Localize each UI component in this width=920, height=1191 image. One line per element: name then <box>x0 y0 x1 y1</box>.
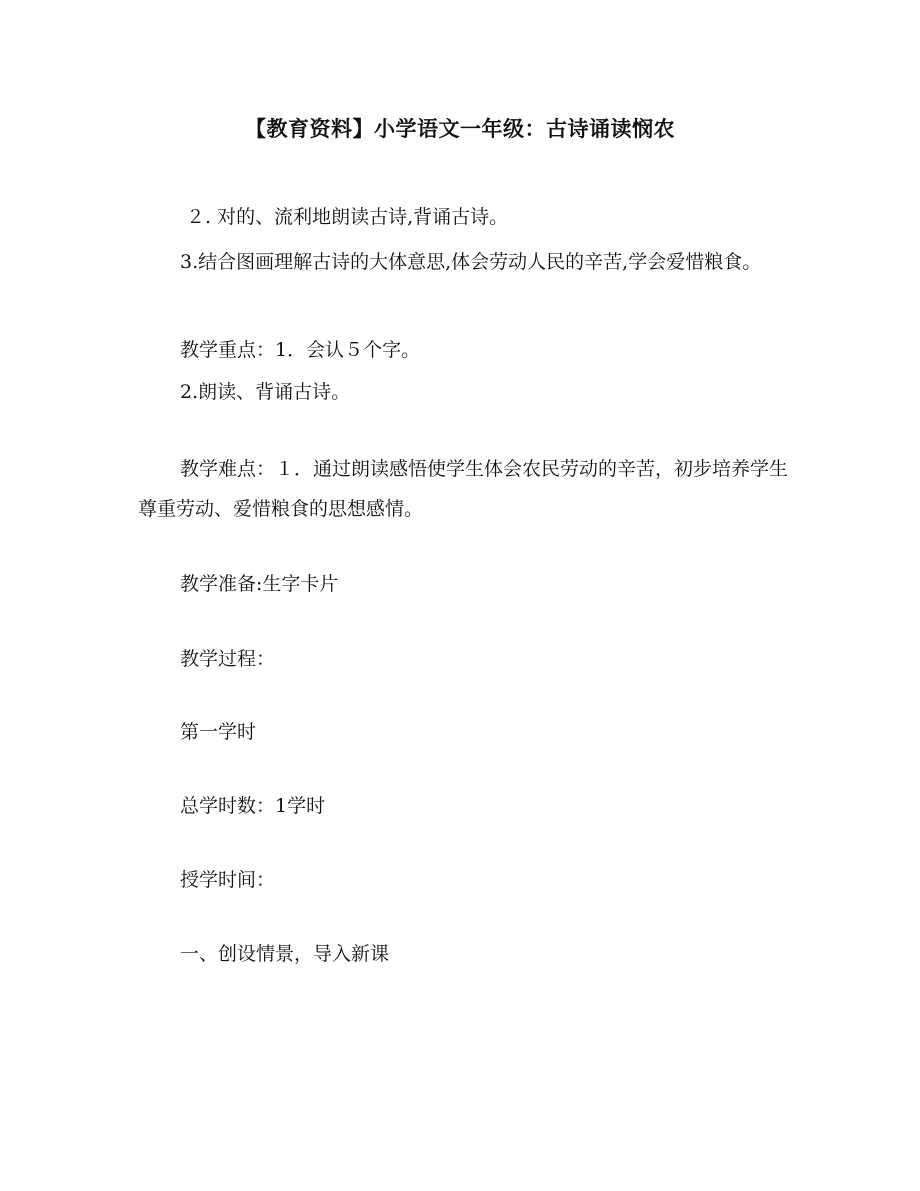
objective-2: ２. 对的、流利地朗读古诗,背诵古诗。 <box>186 206 509 228</box>
key-point-2: 2.朗读、背诵古诗。 <box>180 381 351 403</box>
first-lesson: 第一学时 <box>180 721 257 743</box>
lesson-time: 授学时间： <box>180 869 276 891</box>
section-one-heading: 一、创设情景，导入新课 <box>180 943 390 965</box>
objective-3: 3.结合图画理解古诗的大体意思,体会劳动人民的辛苦,学会爱惜粮食。 <box>180 251 762 273</box>
teaching-difficulties: 教学难点：１．通过朗读感悟使学生体会农民劳动的辛苦，初步培养学生尊重劳动、爱惜粮食的思想感情。 <box>138 458 789 520</box>
teaching-process: 教学过程： <box>180 648 276 670</box>
document-title: 【教育资料】小学语文一年级：古诗诵读悯农 <box>245 116 675 141</box>
teaching-preparation: 教学准备:生字卡片 <box>180 573 339 595</box>
total-lesson-hours: 总学时数：1学时 <box>180 795 326 817</box>
teaching-key-points: 教学重点：1．会认５个字。 <box>180 339 421 361</box>
